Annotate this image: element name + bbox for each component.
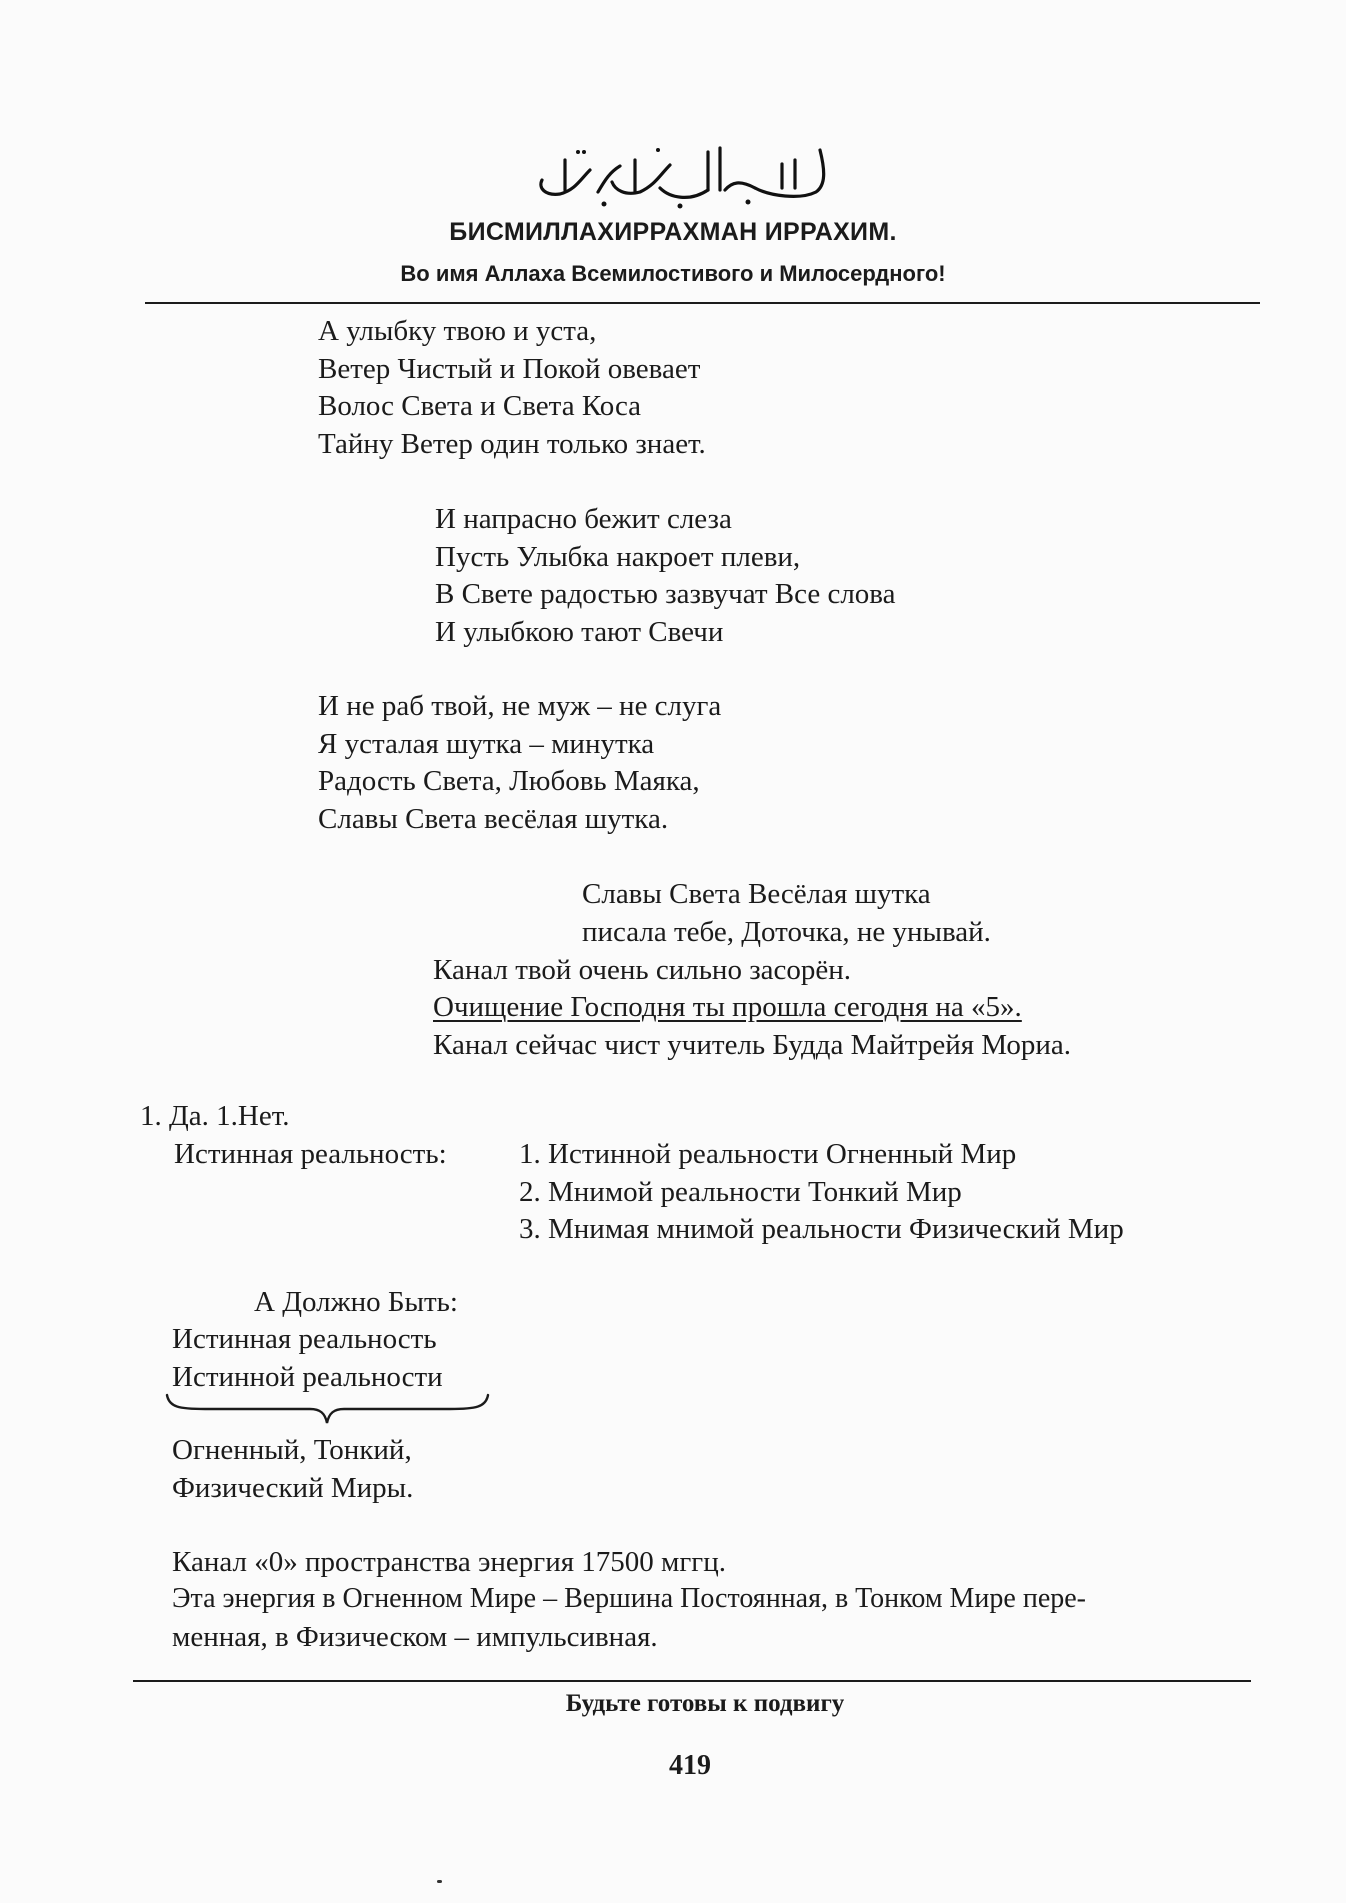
list-entry: 2. Мнимой реальности Тонкий Мир [519, 1176, 962, 1208]
header-divider [145, 302, 1260, 304]
channel-line: менная, в Физическом – импульсивная. [172, 1621, 658, 1653]
poem-line: А улыбку твою и уста, [318, 315, 597, 347]
should-be-result: Огненный, Тонкий, [172, 1434, 412, 1466]
poem-line: Волос Света и Света Коса [318, 390, 642, 422]
poem-line: Тайну Ветер один только знает. [318, 428, 706, 460]
should-be-line: Истинная реальность [172, 1323, 437, 1355]
poem-line: И улыбкою тают Свечи [435, 616, 724, 648]
footer-text: Будьте готовы к подвигу [565, 1690, 845, 1717]
list-item-answer: 1. Да. 1.Нет. [140, 1100, 290, 1132]
should-be-line: Истинной реальности [172, 1361, 443, 1393]
header-subtitle: Во имя Аллаха Всемилостивого и Милосердного! [400, 261, 946, 286]
poem-line: Славы Света Весёлая шутка [582, 878, 931, 910]
poem-line: В Свете радостью зазвучат Все слова [435, 578, 896, 610]
poem-line: писала тебе, Доточка, не унывай. [582, 916, 991, 948]
poem-line: И не раб твой, не муж – не слуга [318, 690, 722, 722]
poem-line: Славы Света весёлая шутка. [318, 803, 669, 835]
poem-line: Пусть Улыбка накроет плеви, [435, 541, 801, 573]
poem-line: И напрасно бежит слеза [435, 503, 732, 535]
poem-line: Я усталая шутка – минутка [318, 728, 655, 760]
message-line: Канал твой очень сильно засорён. [433, 954, 852, 986]
list-entry: 1. Истинной реальности Огненный Мир [519, 1138, 1017, 1170]
channel-line: Канал «0» пространства энергия 17500 мггц. [172, 1546, 726, 1578]
poem-line: Радость Света, Любовь Маяка, [318, 765, 700, 797]
list-entry: 3. Мнимая мнимой реальности Физический Мир [519, 1213, 1124, 1245]
poem-line: Ветер Чистый и Покой овевает [318, 353, 701, 385]
header-title: БИСМИЛЛАХИРРАХМАН ИРРАХИМ. [449, 218, 897, 246]
arabic-calligraphy-bismillah [520, 130, 850, 215]
page-number: 419 [669, 1750, 711, 1781]
footer-divider [133, 1680, 1251, 1682]
list-label: Истинная реальность: [174, 1138, 447, 1170]
message-line: Канал сейчас чист учитель Будда Майтрейя Мориа. [433, 1029, 1072, 1061]
should-be-heading: А Должно Быть: [254, 1286, 458, 1318]
message-line-underlined: Очищение Господня ты прошла сегодня на «5». [433, 991, 1022, 1023]
curly-brace [165, 1393, 490, 1427]
channel-line: Эта энергия в Огненном Мире – Вершина Постоянная, в Тонком Мире пере- [172, 1583, 1087, 1614]
scan-speck [437, 1880, 442, 1883]
should-be-result: Физический Миры. [172, 1472, 414, 1504]
